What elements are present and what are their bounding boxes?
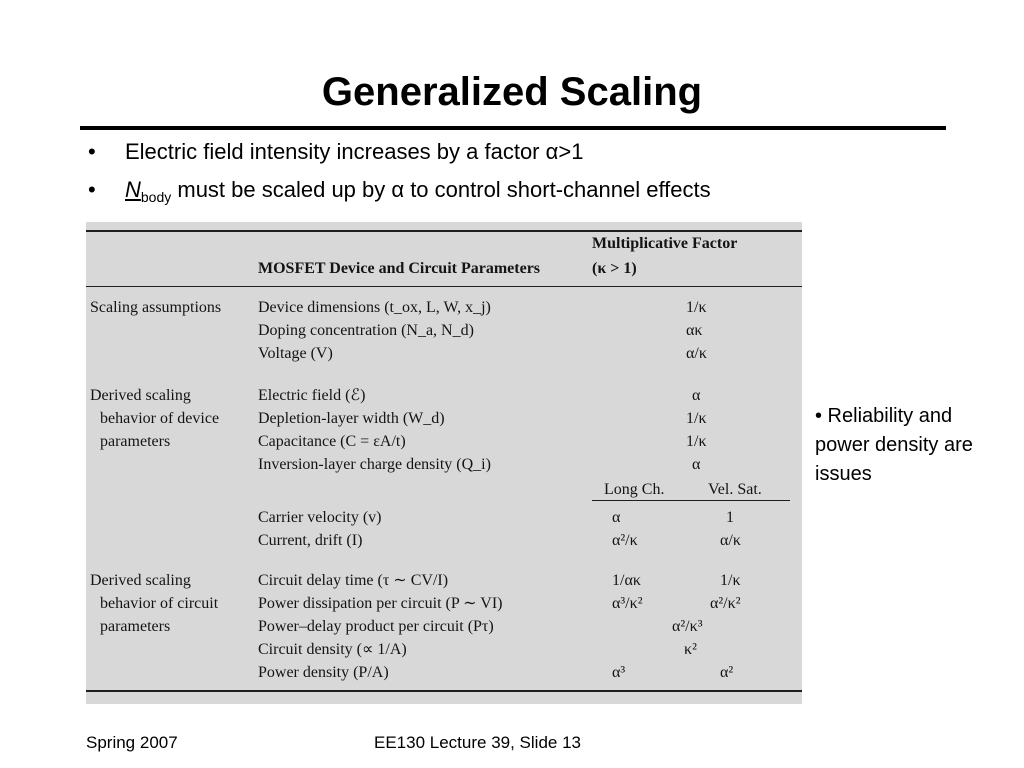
table-top-rule <box>86 230 802 232</box>
header-params: MOSFET Device and Circuit Parameters <box>258 260 541 277</box>
vel-sat-cell: α/κ <box>720 532 741 549</box>
bullet-text: must be scaled up by α to control short-channel effects <box>171 177 711 202</box>
param-cell: Inversion-layer charge density (Q_i) <box>258 456 491 473</box>
param-cell: Carrier velocity (v) <box>258 509 382 526</box>
bullet-item-field <box>88 138 988 176</box>
nbody-subscript: body <box>140 189 172 205</box>
group-label: Derived scaling <box>90 572 191 589</box>
group-label: Derived scaling <box>90 387 191 404</box>
vel-sat-cell: α²/κ² <box>710 595 741 612</box>
vel-sat-cell: 1/κ <box>720 572 741 589</box>
param-cell: Power–delay product per circuit (Pτ) <box>258 618 494 635</box>
param-cell: Device dimensions (t_ox, L, W, x_j) <box>258 299 491 316</box>
title-underline <box>80 126 946 130</box>
group-label: parameters <box>100 433 171 450</box>
param-cell: Circuit delay time (τ ∼ CV/I) <box>258 572 449 589</box>
header-factor-line2: (κ > 1) <box>592 260 637 277</box>
param-cell: Doping concentration (N_a, N_d) <box>258 322 474 339</box>
factor-cell: α <box>692 387 701 404</box>
param-cell: Current, drift (I) <box>258 532 363 549</box>
factor-span-cell: κ² <box>684 641 697 658</box>
param-cell: Voltage (V) <box>258 345 333 362</box>
footer-slide-info: EE130 Lecture 39, Slide 13 <box>374 733 581 752</box>
table-bottom-rule <box>86 690 802 692</box>
group-label: behavior of device <box>100 410 220 427</box>
group-label: behavior of circuit <box>100 595 219 612</box>
factor-cell: 1/κ <box>686 299 707 316</box>
subheader-rule <box>592 500 790 501</box>
bullet-list <box>88 138 988 214</box>
long-channel-cell: α <box>612 509 621 526</box>
header-factor-line1: Multiplicative Factor <box>592 235 738 252</box>
factor-cell: ακ <box>686 322 703 339</box>
bullet-marker: • <box>88 139 96 164</box>
bullet-text: Electric field intensity increases by a factor α>1 <box>125 139 584 164</box>
param-cell: Power density (P/A) <box>258 664 389 681</box>
param-cell: Electric field (ℰ) <box>258 387 366 404</box>
factor-cell: α/κ <box>686 345 707 362</box>
param-cell: Circuit density (∝ 1/A) <box>258 641 407 658</box>
nbody-symbol: $N_{body}$ <box>125 177 171 202</box>
param-cell: Power dissipation per circuit (P ∼ VI) <box>258 595 503 612</box>
bullet-item-nbody <box>88 176 988 214</box>
factor-cell: 1/κ <box>686 410 707 427</box>
group-label: parameters <box>100 618 171 635</box>
vel-sat-cell: 1 <box>726 509 734 526</box>
group-label: Scaling assumptions <box>90 299 222 316</box>
factor-cell: α <box>692 456 701 473</box>
vel-sat-cell: α² <box>720 664 734 681</box>
long-channel-cell: α²/κ <box>612 532 638 549</box>
footer-date: Spring 2007 <box>86 733 178 752</box>
side-note: • Reliability and power density are issues <box>815 405 973 485</box>
factor-cell: 1/κ <box>686 433 707 450</box>
bullet-marker: • <box>88 177 96 202</box>
long-channel-cell: α³/κ² <box>612 595 643 612</box>
scanned-scaling-table <box>86 222 802 704</box>
col-long-channel: Long Ch. <box>604 481 665 498</box>
param-cell: Depletion-layer width (W_d) <box>258 410 445 427</box>
factor-span-cell: α²/κ³ <box>672 618 703 635</box>
header-rule <box>86 286 802 287</box>
param-cell: Capacitance (C = εA/t) <box>258 433 406 450</box>
slide-title: Generalized Scaling <box>321 70 703 114</box>
col-velocity-saturation: Vel. Sat. <box>708 481 762 498</box>
long-channel-cell: 1/ακ <box>612 572 641 589</box>
long-channel-cell: α³ <box>612 664 626 681</box>
